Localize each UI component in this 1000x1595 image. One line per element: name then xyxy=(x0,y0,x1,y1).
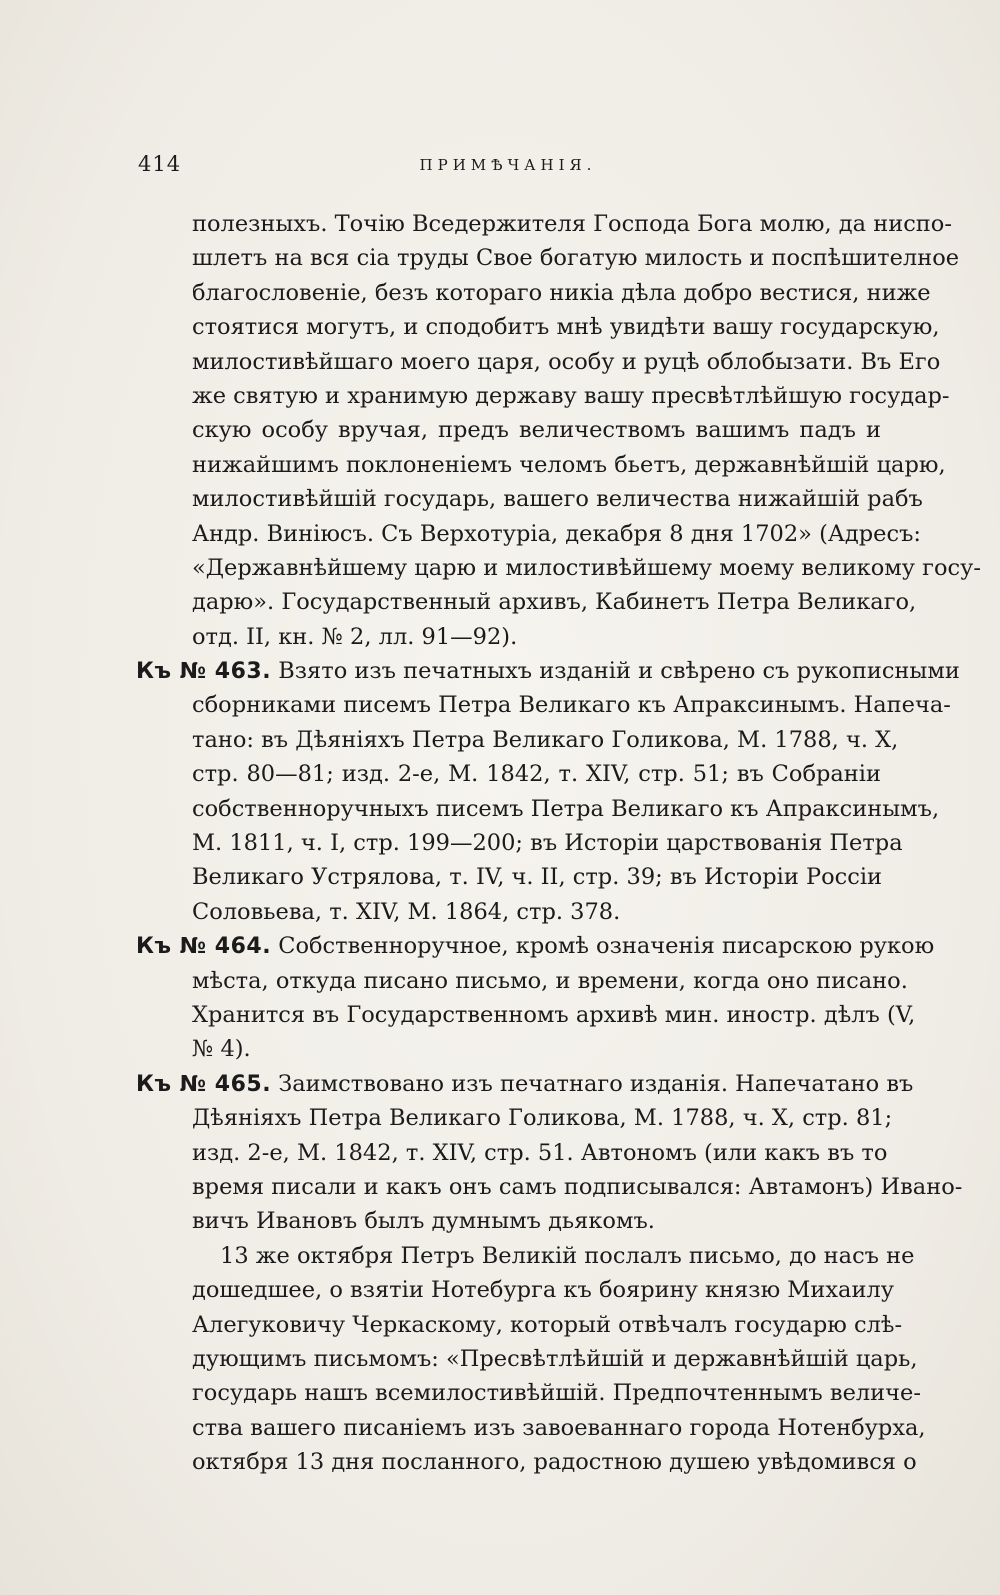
text-line xyxy=(136,413,881,447)
line-text: Хранится въ Государственномъ архивѣ мин. иностр. дѣлъ (V, xyxy=(192,1001,916,1028)
text-line xyxy=(136,1411,926,1445)
running-head: ПРИМѢЧАНІЯ. xyxy=(419,156,597,174)
text-line xyxy=(136,723,899,757)
line-text: стр. 80—81; изд. 2-е, М. 1842, т. XIV, стр. 51; въ Собраніи xyxy=(192,761,881,788)
note-reference: Къ № 463. xyxy=(136,659,272,685)
line-text: сборниками писемъ Петра Великаго къ Апраксинымъ. Напеча- xyxy=(192,692,951,719)
line-text: нижайшимъ поклоненіемъ челомъ бьетъ, державнѣйшій царю, xyxy=(192,451,946,478)
line-text: № 4). xyxy=(192,1036,251,1063)
text-line xyxy=(136,757,881,791)
text-line xyxy=(136,482,923,516)
text-line xyxy=(136,1308,903,1342)
text-line xyxy=(136,1342,918,1376)
text-line xyxy=(136,860,881,894)
line-text: же святую и хранимую державу вашу пресвѣтлѣйшую государ- xyxy=(192,382,950,409)
line-text: собственноручныхъ писемъ Петра Великаго къ Апраксинымъ, xyxy=(192,795,940,822)
text-line xyxy=(136,379,950,413)
line-text: тано: въ Дѣяніяхъ Петра Великаго Голикова, М. 1788, ч. X, xyxy=(192,726,899,753)
text-line xyxy=(136,1067,914,1101)
line-text: дарю». Государственный архивъ, Кабинетъ Петра Великаго, xyxy=(192,589,917,616)
text-line xyxy=(136,929,935,963)
text-line xyxy=(136,895,881,929)
line-text: мѣста, откуда писано письмо, и времени, когда оно писано. xyxy=(192,967,908,994)
line-text: Дѣяніяхъ Петра Великаго Голикова, М. 1788, ч. X, стр. 81; xyxy=(192,1105,893,1132)
text-line xyxy=(136,241,960,275)
line-text: Андр. Виніюсъ. Съ Верхотуріа, декабря 8 дня 1702» (Адресъ: xyxy=(192,520,921,547)
line-text: Заимствовано изъ печатнаго изданія. Напечатано въ xyxy=(271,1070,914,1097)
line-text: Взято изъ печатныхъ изданій и свѣрено съ рукописными xyxy=(271,658,960,685)
line-text: вичъ Ивановъ былъ думнымъ дьякомъ. xyxy=(192,1208,655,1235)
line-text: Алегуковичу Черкаскому, который отвѣчалъ государю слѣ- xyxy=(192,1311,903,1338)
text-line xyxy=(136,207,952,241)
line-text: милостивѣйшаго моего царя, особу и руцѣ облобызати. Въ Его xyxy=(192,348,941,375)
line-text: октября 13 дня посланного, радостною душею увѣдомився о xyxy=(192,1449,917,1476)
text-line xyxy=(136,826,903,860)
text-line xyxy=(136,585,917,619)
line-text: М. 1811, ч. I, стр. 199—200; въ Исторіи царствованія Петра xyxy=(192,830,903,857)
line-text: милостивѣйшій государь, вашего величества нижайшій рабъ xyxy=(192,486,923,513)
text-line xyxy=(136,688,951,722)
line-text: скую особу вручая, предъ величествомъ вашимъ падъ и xyxy=(192,417,881,444)
line-text: Собственноручное, кромѣ означенія писарскою рукою xyxy=(271,933,935,960)
line-text: отд. II, кн. № 2, лл. 91—92). xyxy=(192,623,518,650)
text-line xyxy=(136,998,916,1032)
text-line xyxy=(136,620,881,654)
text-line xyxy=(136,1136,888,1170)
text-line xyxy=(136,1101,893,1135)
text-line xyxy=(136,1170,963,1204)
line-text: полезныхъ. Точію Вседержителя Господа Бога молю, да ниспо- xyxy=(192,211,952,237)
line-text: Великаго Устрялова, т. IV, ч. II, стр. 39; въ Исторіи Россіи xyxy=(192,864,883,891)
text-line xyxy=(136,276,931,310)
text-line xyxy=(136,1273,894,1307)
note-reference: Къ № 465. xyxy=(136,1071,272,1097)
text-line xyxy=(136,517,921,551)
text-line xyxy=(136,964,908,998)
line-text: государь нашъ всемилостивѣйшій. Предпочтеннымъ величе- xyxy=(192,1380,921,1407)
line-text: благословеніе, безъ котораго никіа дѣла добро вестися, ниже xyxy=(192,279,931,306)
text-line xyxy=(136,1445,917,1479)
line-text: время писали и какъ онъ самъ подписывался: Автамонъ) Ивано- xyxy=(192,1173,963,1200)
text-line xyxy=(136,1239,915,1273)
page-header xyxy=(138,152,878,182)
line-text: ства вашего писаніемъ изъ завоеваннаго города Нотенбурха, xyxy=(192,1414,926,1441)
text-line xyxy=(136,448,946,482)
text-line xyxy=(136,345,941,379)
line-text: шлетъ на вся сіа труды Свое богатую милость и поспѣшителное xyxy=(192,245,960,272)
line-text: 13 же октября Петръ Великій послалъ письмо, до насъ не xyxy=(220,1242,915,1269)
text-line xyxy=(136,551,981,585)
line-text: стоятися могутъ, и сподобитъ мнѣ увидѣти вашу государскую, xyxy=(192,314,940,341)
page-body-text xyxy=(136,207,981,1479)
text-line xyxy=(136,654,960,688)
text-line xyxy=(136,792,940,826)
page-number: 414 xyxy=(138,152,182,176)
line-text: Соловьева, т. XIV, М. 1864, стр. 378. xyxy=(192,898,621,925)
note-reference: Къ № 464. xyxy=(136,934,272,960)
text-line xyxy=(136,1032,881,1066)
text-line xyxy=(136,310,940,344)
line-text: изд. 2-е, М. 1842, т. XIV, стр. 51. Автономъ (или какъ въ то xyxy=(192,1139,888,1166)
text-line xyxy=(136,1204,881,1238)
text-line xyxy=(136,1376,921,1410)
line-text: «Державнѣйшему царю и милостивѣйшему моему великому госу- xyxy=(192,554,981,581)
line-text: дошедшее, о взятіи Нотебурга къ боярину князю Михаилу xyxy=(192,1277,894,1304)
line-text: дующимъ письмомъ: «Пресвѣтлѣйшій и державнѣйшій царь, xyxy=(192,1345,918,1372)
